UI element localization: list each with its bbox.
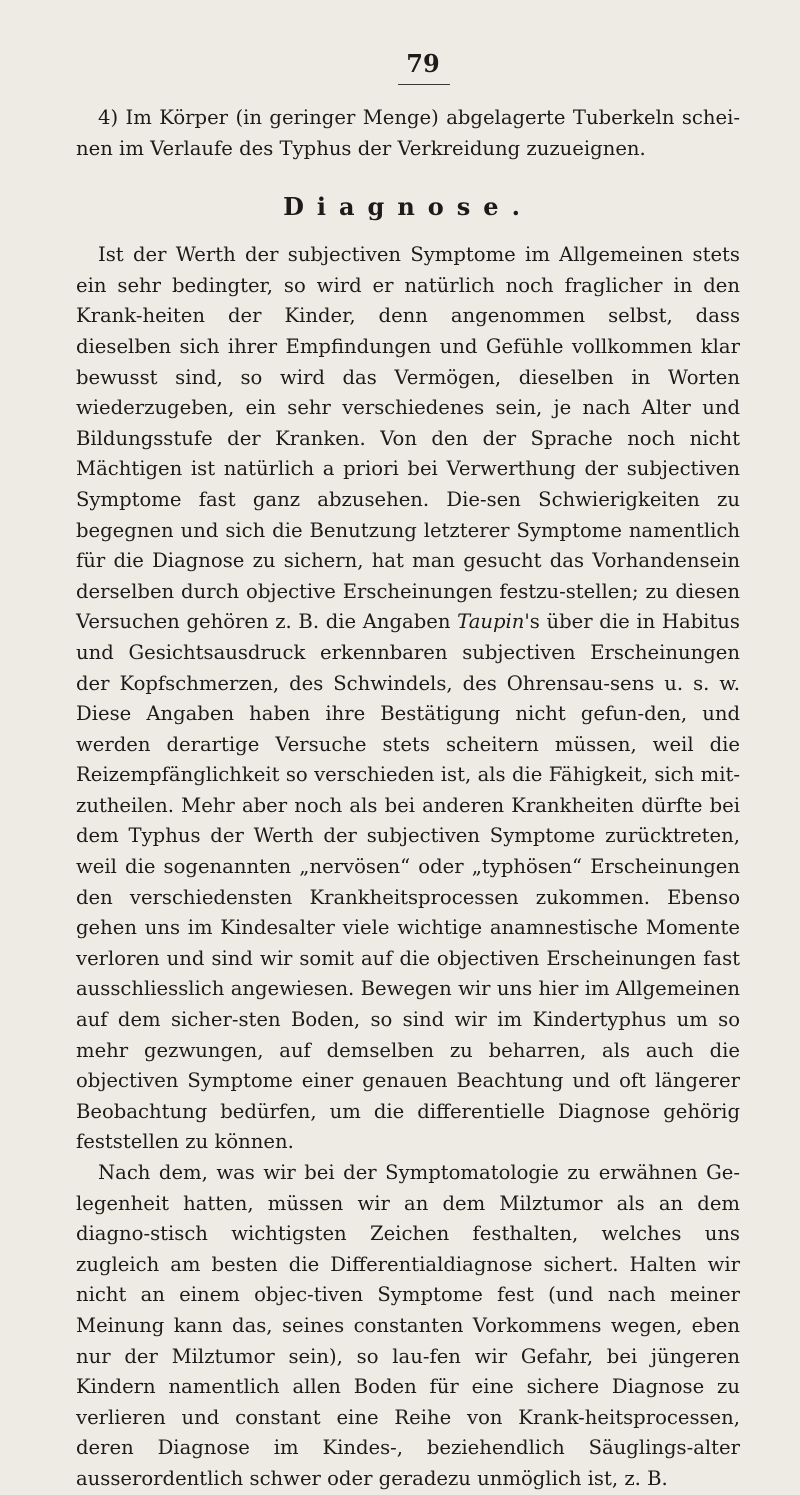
intro-paragraph: 4) Im Körper (in geringer Menge) abgelagerte Tuberkeln schei-nen im Verlaufe des Typhus der Verkreidung zuzueignen. bbox=[76, 106, 740, 160]
page-number-rule bbox=[398, 84, 450, 85]
author-name-taupin: Taupin bbox=[457, 610, 525, 634]
paragraph-diagnosis-1 bbox=[76, 240, 740, 1158]
page-number: 79 bbox=[406, 49, 440, 78]
paragraph-1-text-a: Ist der Werth der subjectiven Symptome im Allgemeinen stets ein sehr bedingter, so wird er natürlich noch fraglicher in den Krank-heiten der Kinder, denn angenommen selbst, dass dieselben sich ihrer Empfindungen und Gefühle vollkommen klar bewusst sind, so wird das Vermögen, dieselben in Worten wiederzugeben, ein sehr verschiedenes sein, je nach Alter und Bildungsstufe der Kranken. Von den der Sprache noch nicht Mächtigen ist natürlich a priori bei Verwerthung der subjectiven Symptome fast ganz abzusehen. Die-sen Schwierigkeiten zu begegnen und sich die Benutzung letzterer Symptome namentlich für die Diagnose zu sichern, hat man gesucht das Vorhandensein derselben durch objective Erscheinungen festzu-stellen; zu diesen Versuchen gehören z. B. die Angaben bbox=[76, 243, 740, 634]
section-heading: Diagnose. bbox=[283, 192, 533, 222]
paragraph-1-text-b: 's über die in Habitus und Gesichtsausdruck erkennbaren subjectiven Erscheinungen der Kopfschmerzen, des Schwindels, des Ohrensau-sens u. s. w. Diese Angaben haben ihre Bestätigung nicht gefun-den, und werden derartige Versuche stets scheitern müssen, weil die Reizempfänglichkeit so verschieden ist, als die Fähigkeit, sich mit-zutheilen. Mehr aber noch als bei anderen Krankheiten dürfte bei dem Typhus der Werth der subjectiven Symptome zurücktreten, weil die sogenannten „nervösen“ oder „typhösen“ Erscheinungen den verschiedensten Krankheitsprocessen zukommen. Ebenso gehen uns im Kindesalter viele wichtige anamnestische Momente verloren und sind wir somit auf die objectiven Erscheinungen fast ausschliesslich angewiesen. Bewegen wir uns hier im Allgemeinen auf dem sicher-sten Boden, so sind wir im Kindertyphus um so mehr gezwungen, auf demselben zu beharren, als auch die objectiven Symptome einer genauen Beachtung und oft längerer Beobachtung bedürfen, um die differentielle Diagnose gehörig feststellen zu können. bbox=[76, 610, 740, 1154]
paragraph-diagnosis-2: Nach dem, was wir bei der Symptomatologie zu erwähnen Ge-legenheit hatten, müssen wir an dem Milztumor als an dem diagno-stisch wichtigsten Zeichen festhalten, welches uns zugleich am besten die Differentialdiagnose sichert. Halten wir nicht an einem objec-tiven Symptome fest (und nach meiner Meinung kann das, seines constanten Vorkommens wegen, eben nur der Milztumor sein), so lau-fen wir Gefahr, bei jüngeren Kindern namentlich allen Boden für eine sichere Diagnose zu verlieren und constant eine Reihe von Krank-heitsprocessen, deren Diagnose im Kindes-, beziehendlich Säuglings-alter ausserordentlich schwer oder geradezu unmöglich ist, z. B. bbox=[76, 1161, 740, 1490]
